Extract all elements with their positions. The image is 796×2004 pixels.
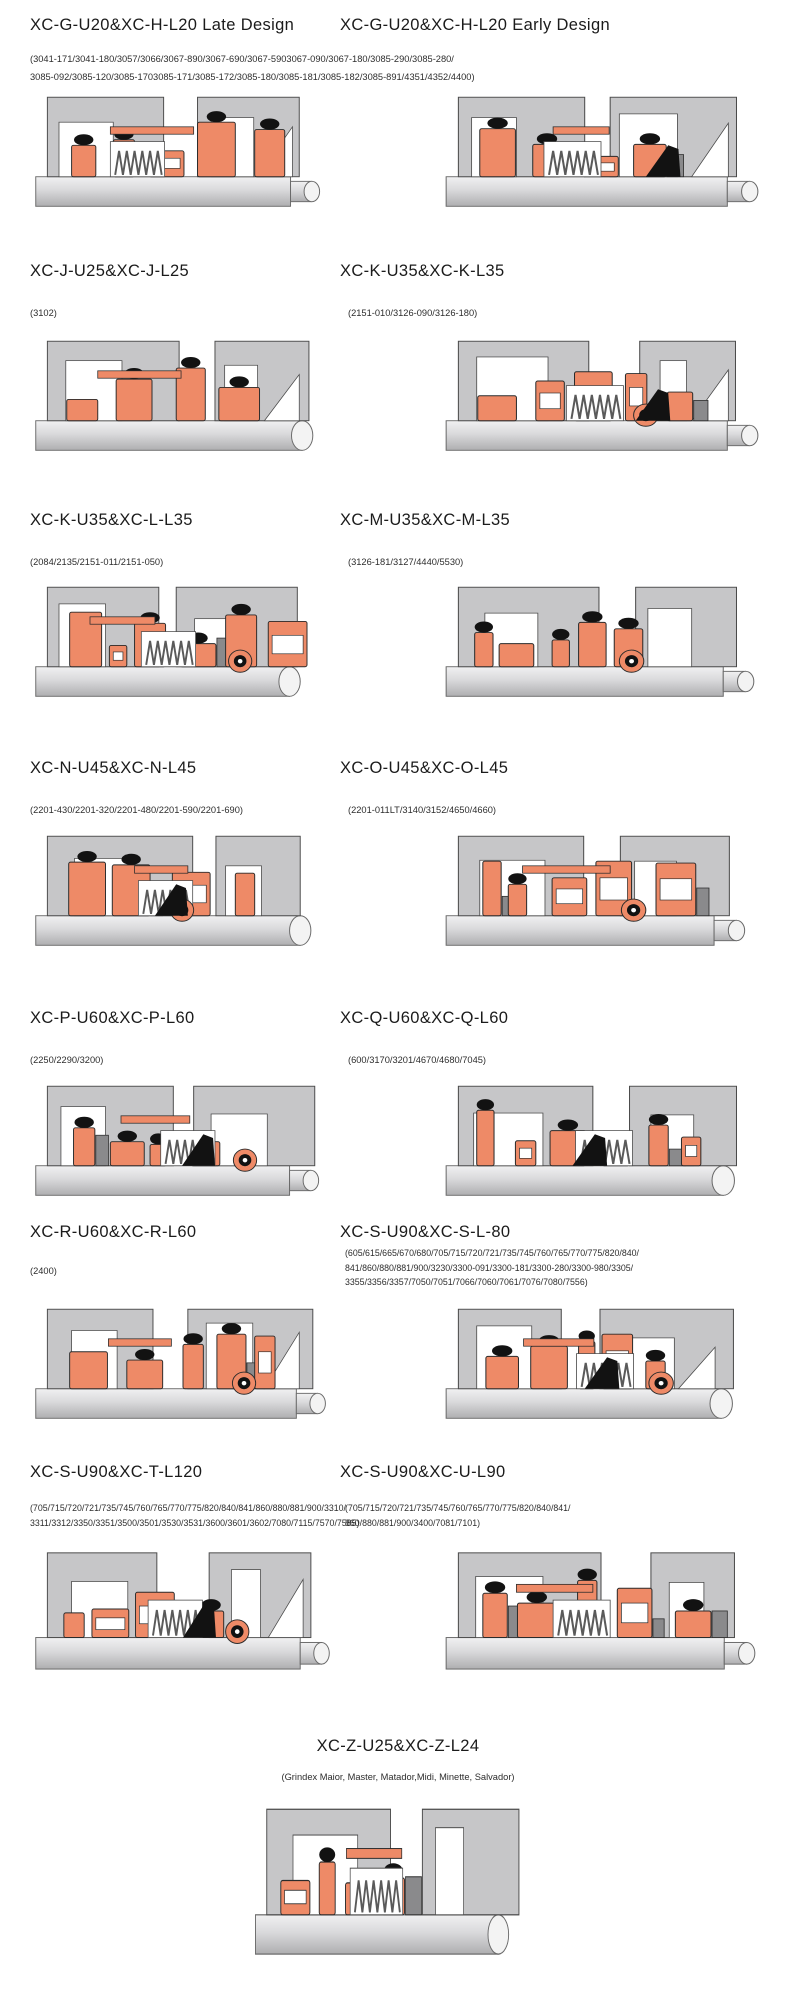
seal-diagram-xc-k <box>438 332 764 454</box>
section-title-xc-j: XC-J-U25&XC-J-L25 <box>30 262 190 280</box>
seal-diagram-xc-t <box>28 1543 338 1673</box>
parts-line: (2201-011LT/3140/3152/4650/4660) <box>348 805 497 815</box>
parts-list-xc-k-l <box>30 553 163 571</box>
parts-line: (600/3170/3201/4670/4680/7045) <box>348 1055 487 1065</box>
parts-line: (2250/2290/3200) <box>30 1055 104 1065</box>
seal-diagram-xc-k-l <box>28 578 338 700</box>
seal-diagram-xc-m <box>438 578 764 700</box>
parts-list-row1 <box>30 50 475 86</box>
seal-diagram-xc-q <box>438 1077 764 1199</box>
parts-line: (3102) <box>30 308 57 318</box>
parts-line: 3355/3356/3357/7050/7051/7066/7060/7061/7076/7080/7556) <box>345 1277 588 1287</box>
section-title-xc-s-l80: XC-S-U90&XC-S-L-80 <box>340 1223 511 1241</box>
parts-list-xc-o <box>348 801 496 819</box>
parts-line: (Grindex Maior, Master, Matador,Midi, Minette, Salvador) <box>281 1772 515 1782</box>
section-title-xc-t: XC-S-U90&XC-T-L120 <box>30 1463 203 1481</box>
seal-diagram-xc-n <box>28 827 338 949</box>
section-title-xc-u: XC-S-U90&XC-U-L90 <box>340 1463 506 1481</box>
parts-line: (3041-171/3041-180/3057/3066/3067-890/3067-690/3067-5903067-090/3067-180/3085-290/3085-280/ <box>30 54 454 64</box>
section-title-xc-r: XC-R-U60&XC-R-L60 <box>30 1223 197 1241</box>
parts-list-xc-s-l80 <box>345 1246 639 1290</box>
parts-line: (605/615/665/670/680/705/715/720/721/735/745/760/765/770/775/820/840/ <box>345 1248 639 1258</box>
seal-diagram-xc-p <box>28 1077 338 1199</box>
parts-line: 3311/3312/3350/3351/3500/3501/3530/3531/3600/3601/3602/7080/7115/7570/7585) <box>30 1517 360 1528</box>
seal-diagram-xc-r <box>28 1300 338 1422</box>
section-title-xc-g-early: XC-G-U20&XC-H-L20 Early Design <box>340 16 610 34</box>
parts-list-xc-u <box>345 1501 571 1530</box>
section-title-xc-k-l: XC-K-U35&XC-L-L35 <box>30 511 193 529</box>
section-title-xc-n: XC-N-U45&XC-N-L45 <box>30 759 197 777</box>
seal-diagram-xc-s-l80 <box>438 1300 764 1422</box>
seal-diagram-xc-g-late <box>28 88 338 210</box>
parts-list-xc-n <box>30 801 243 819</box>
parts-line: (705/715/720/721/735/745/760/765/770/775/820/840/841/ <box>345 1503 571 1513</box>
parts-line: (705/715/720/721/735/745/760/765/770/775/820/840/841/860/880/881/900/3310/ <box>30 1503 347 1513</box>
parts-line: 841/860/880/881/900/3230/3300-091/3300-181/3300-280/3300-980/3305/ <box>345 1262 634 1273</box>
section-title-xc-q: XC-Q-U60&XC-Q-L60 <box>340 1009 509 1027</box>
parts-list-xc-t <box>30 1501 359 1530</box>
parts-line: (3126-181/3127/4440/5530) <box>348 557 464 567</box>
parts-line: (2151-010/3126-090/3126-180) <box>348 308 478 318</box>
parts-list-xc-j <box>30 304 57 322</box>
parts-line: 3085-092/3085-120/3085-1703085-171/3085-172/3085-180/3085-181/3085-182/3085-891/4351/4352/4400) <box>30 72 475 82</box>
parts-list-xc-z <box>0 1768 796 1786</box>
seal-diagram-xc-j <box>28 332 338 454</box>
parts-line: (2400) <box>30 1266 57 1276</box>
section-title-xc-p: XC-P-U60&XC-P-L60 <box>30 1009 195 1027</box>
parts-line: (2201-430/2201-320/2201-480/2201-590/2201-690) <box>30 805 243 815</box>
section-title-xc-o: XC-O-U45&XC-O-L45 <box>340 759 509 777</box>
seal-diagram-xc-u <box>438 1543 764 1673</box>
seal-diagram-xc-o <box>438 827 764 949</box>
parts-line: (2084/2135/2151-011/2151-050) <box>30 557 164 567</box>
parts-list-xc-k <box>348 304 477 322</box>
parts-list-xc-q <box>348 1051 486 1069</box>
section-title-xc-g-late: XC-G-U20&XC-H-L20 Late Design <box>30 16 295 34</box>
parts-list-xc-r <box>30 1262 57 1280</box>
seal-diagram-xc-g-early <box>438 88 764 210</box>
parts-list-xc-m <box>348 553 463 571</box>
parts-line: 860/880/881/900/3400/7081/7101) <box>345 1517 481 1528</box>
seal-diagram-xc-z <box>248 1797 548 1959</box>
section-title-xc-z: XC-Z-U25&XC-Z-L24 <box>316 1737 480 1755</box>
section-title-xc-m: XC-M-U35&XC-M-L35 <box>340 511 511 529</box>
parts-list-xc-p <box>30 1051 103 1069</box>
section-title-xc-k: XC-K-U35&XC-K-L35 <box>340 262 505 280</box>
